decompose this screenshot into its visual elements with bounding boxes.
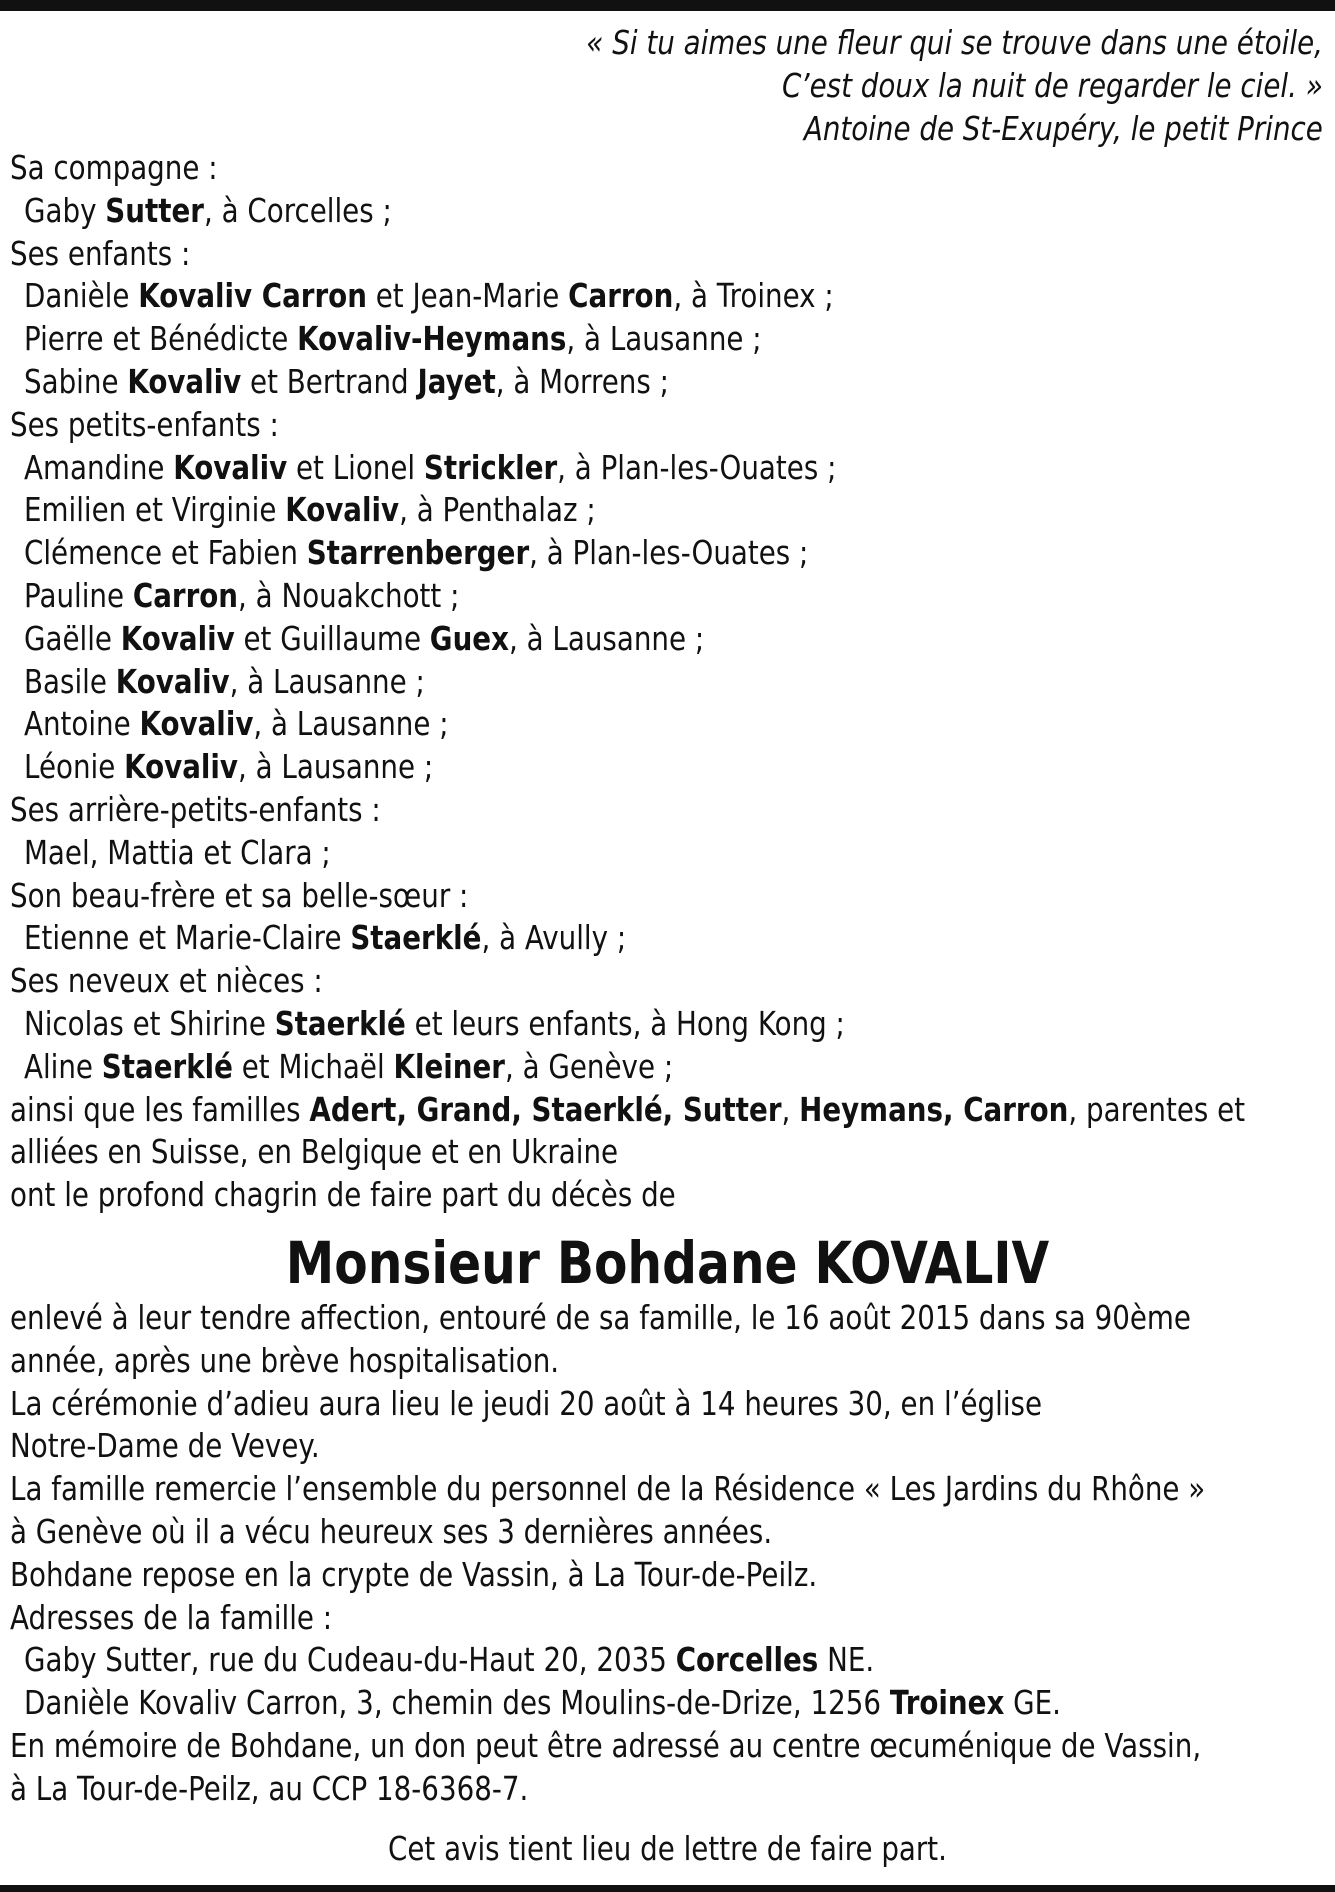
text-segment: Sabine — [24, 362, 128, 401]
text-segment: Nicolas et Shirine — [24, 1004, 275, 1043]
bottom-border — [0, 1885, 1335, 1892]
text-segment: La cérémonie d’adieu aura lieu le jeudi 20 août à 14 heures 30, en l’église — [10, 1383, 1043, 1423]
text-segment: Son beau-frère et sa belle-sœur : — [10, 875, 469, 915]
text-segment: Gaby Sutter, rue du Cudeau-du-Haut 20, 2035 — [24, 1640, 676, 1680]
text-segment: , à Nouakchott ; — [238, 576, 460, 615]
surname: Strickler — [423, 447, 558, 487]
text-line — [10, 1467, 1205, 1510]
text-segment: , à Troinex ; — [673, 276, 834, 316]
surname: Kovaliv — [139, 704, 254, 744]
surname: Kovaliv-Heymans — [297, 319, 567, 359]
text-segment: année, après une brève hospitalisation. — [10, 1340, 560, 1380]
list-entry — [24, 1681, 1061, 1724]
list-entry — [24, 617, 704, 660]
text-segment: Emilien et Virginie — [24, 490, 286, 530]
text-segment: Mael, Mattia et Clara ; — [24, 832, 331, 872]
list-entry — [24, 916, 626, 959]
text-segment: , à Lausanne ; — [229, 661, 425, 701]
surname: Kovaliv — [173, 447, 288, 487]
text-segment: Ses enfants : — [10, 233, 191, 273]
surname: Kovaliv — [115, 661, 230, 701]
surname: Kovaliv — [285, 490, 400, 530]
text-segment: ont le profond chagrin de faire part du décès de — [10, 1175, 676, 1215]
text-segment: La famille remercie l’ensemble du personnel de la Résidence « Les Jardins du Rhône » — [10, 1469, 1206, 1509]
surname: Kleiner — [393, 1046, 505, 1086]
text-segment: et Bertrand — [241, 362, 418, 401]
text-segment: ainsi que les familles — [10, 1089, 310, 1129]
surname: Starrenberger — [306, 533, 530, 573]
text-segment: à La Tour-de-Peilz, au CCP 18-6368-7. — [10, 1768, 529, 1808]
surname: Staerklé — [274, 1004, 406, 1043]
text-segment: , à Genève ; — [504, 1046, 674, 1086]
text-line — [10, 1724, 1201, 1767]
surname: Kovaliv — [120, 618, 235, 658]
text-segment: , à Lausanne ; — [566, 319, 762, 359]
text-segment: Sa compagne : — [10, 148, 218, 187]
text-segment: Bohdane repose en la crypte de Vassin, à La Tour-de-Peilz. — [10, 1554, 818, 1594]
text-line — [10, 232, 190, 275]
surname: Adert, Grand, Staerklé, Sutter — [309, 1089, 782, 1129]
text-segment: et Jean-Marie — [366, 276, 569, 316]
text-segment: , à Morrens ; — [495, 362, 669, 401]
top-border — [0, 0, 1335, 11]
text-segment: , à Lausanne ; — [508, 618, 705, 658]
list-entry — [24, 1002, 845, 1045]
text-line — [10, 1173, 676, 1216]
text-line — [10, 1339, 559, 1382]
text-segment: Gaby — [24, 190, 106, 230]
surname: Staerklé — [350, 918, 482, 958]
text-segment: En mémoire de Bohdane, un don peut être adressé au centre œcuménique de Vassin, — [10, 1726, 1202, 1765]
text-line — [10, 1130, 618, 1173]
list-entry — [24, 831, 331, 874]
text-line — [10, 403, 279, 446]
text-line — [10, 1382, 1042, 1425]
list-entry — [24, 702, 449, 745]
text-line — [10, 1553, 817, 1596]
surname: Corcelles — [675, 1640, 819, 1680]
surname: Troinex — [889, 1683, 1005, 1723]
text-segment: alliées en Suisse, en Belgique et en Ukraine — [10, 1132, 619, 1172]
text-segment: et Lionel — [287, 447, 424, 487]
list-entry — [24, 1045, 673, 1088]
text-segment: GE. — [1004, 1683, 1061, 1723]
text-line — [10, 874, 468, 917]
text-segment: Clémence et Fabien — [24, 533, 307, 573]
list-entry — [24, 189, 392, 232]
text-segment: Ses petits-enfants : — [10, 404, 279, 444]
text-segment: Léonie — [24, 747, 125, 787]
text-segment: à Genève où il a vécu heureux ses 3 dernières années. — [10, 1512, 773, 1551]
text-segment: , à Plan-les-Ouates ; — [557, 447, 837, 487]
text-line — [10, 1510, 772, 1553]
text-segment: , — [781, 1089, 800, 1129]
list-entry — [24, 574, 459, 617]
surname: Kovaliv — [127, 362, 242, 401]
text-segment: , à Lausanne ; — [238, 747, 434, 787]
text-segment: Danièle — [24, 276, 139, 316]
text-segment: Adresses de la famille : — [10, 1597, 333, 1637]
text-line — [10, 1088, 1245, 1131]
text-segment: , parentes et — [1068, 1089, 1246, 1129]
text-segment: , à Plan-les-Ouates ; — [529, 533, 809, 573]
quote-attribution: Antoine de St-Exupéry, le petit Prince — [804, 109, 1323, 148]
text-line — [10, 788, 381, 831]
text-segment: Antoine — [24, 704, 140, 744]
list-entry — [24, 274, 834, 317]
text-segment: enlevé à leur tendre affection, entouré de sa famille, le 16 août 2015 dans sa 90ème — [10, 1298, 1191, 1337]
text-segment: et Michaël — [232, 1046, 394, 1086]
list-entry — [24, 317, 762, 360]
list-entry — [24, 1638, 874, 1681]
text-segment: Notre-Dame de Vevey. — [10, 1426, 320, 1466]
surname: Sutter — [105, 190, 204, 230]
surname: Staerklé — [101, 1046, 233, 1086]
text-line — [10, 1596, 332, 1639]
footer-note: Cet avis tient lieu de lettre de faire part. — [388, 1829, 947, 1868]
text-segment: Ses arrière-petits-enfants : — [10, 790, 381, 829]
list-entry — [24, 531, 808, 574]
text-line — [10, 959, 323, 1002]
text-segment: Gaëlle — [24, 618, 121, 658]
text-segment: , à Avully ; — [481, 918, 627, 958]
text-segment: Pierre et Bénédicte — [24, 319, 298, 359]
surname: Kovaliv — [124, 747, 239, 787]
text-line — [10, 146, 218, 189]
text-segment: , à Corcelles ; — [203, 190, 392, 230]
surname: Carron — [132, 576, 239, 615]
text-segment: et leurs enfants, à Hong Kong ; — [405, 1004, 845, 1043]
list-entry — [24, 745, 433, 788]
quote-line: C’est doux la nuit de regarder le ciel. » — [782, 66, 1323, 105]
surname: Kovaliv Carron — [138, 276, 367, 316]
surname: Jayet — [417, 362, 496, 401]
text-segment: Ses neveux et nièces : — [10, 961, 323, 1001]
text-line — [10, 1424, 320, 1467]
text-segment: Basile — [24, 661, 116, 701]
text-segment: NE. — [818, 1640, 875, 1680]
list-entry — [24, 488, 596, 531]
text-segment: Etienne et Marie-Claire — [24, 918, 351, 958]
list-entry — [24, 446, 836, 489]
quote-line: « Si tu aimes une fleur qui se trouve dans une étoile, — [586, 23, 1323, 62]
text-segment: Amandine — [24, 447, 174, 487]
text-segment: , à Lausanne ; — [253, 704, 449, 744]
list-entry — [24, 660, 425, 703]
text-segment: Pauline — [24, 576, 133, 615]
text-segment: et Guillaume — [234, 618, 430, 658]
text-line — [10, 1296, 1191, 1339]
deceased-name: Monsieur Bohdane KOVALIV — [285, 1229, 1050, 1297]
list-entry — [24, 360, 669, 403]
surname: Guex — [429, 618, 509, 658]
text-segment: , à Penthalaz ; — [399, 490, 596, 530]
text-segment: Danièle Kovaliv Carron, 3, chemin des Moulins-de-Drize, 1256 — [24, 1683, 890, 1723]
surname: Heymans, Carron — [799, 1089, 1069, 1129]
text-segment: Aline — [24, 1046, 102, 1086]
text-line — [10, 1767, 528, 1810]
surname: Carron — [568, 276, 674, 316]
